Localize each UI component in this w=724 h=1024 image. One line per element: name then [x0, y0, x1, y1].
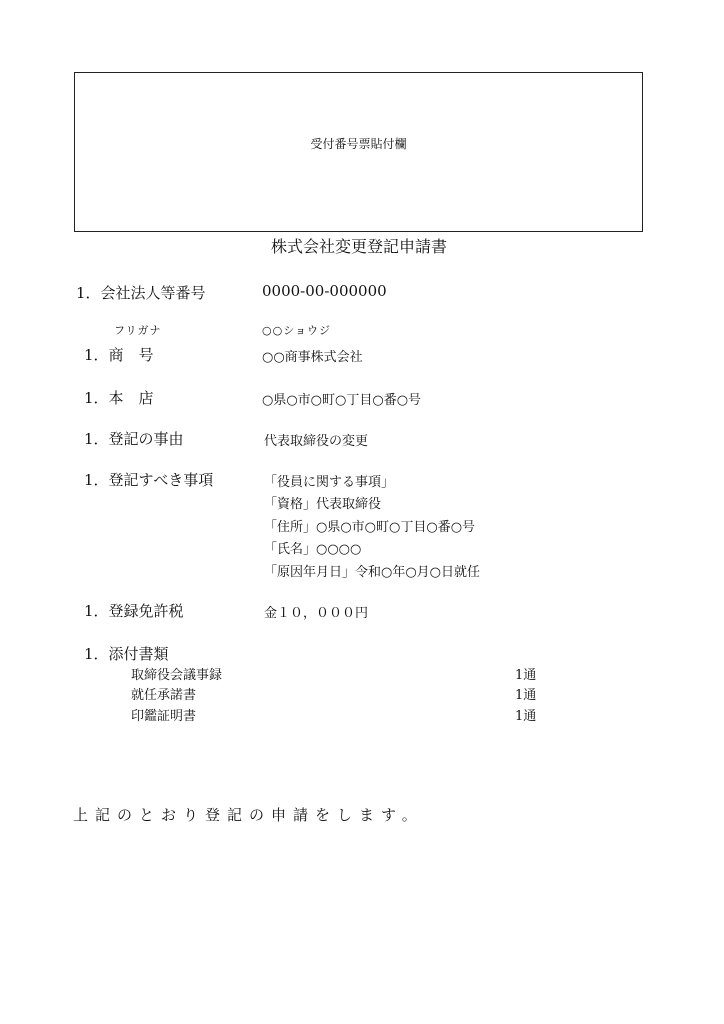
trade-name-label: 1．商 号 — [84, 346, 154, 364]
matters-label: 1．登記すべき事項 — [84, 471, 214, 489]
tax-label: 1．登録免許税 — [84, 602, 184, 620]
matters-line: 「役員に関する事項」 — [264, 475, 395, 490]
attachments-label: 1．添付書類 — [84, 645, 169, 663]
matters-line: 「資格」代表取締役 — [264, 497, 382, 512]
head-office-value: ○県○市○町○丁目○番○号 — [262, 393, 422, 408]
furigana-value: ○○ショウジ — [262, 324, 331, 337]
attachment-name: 取締役会議事録 — [131, 668, 223, 683]
corporate-number-value: 0000-00-000000 — [262, 282, 387, 300]
corporate-number-label: 1．会社法人等番号 — [76, 284, 206, 302]
attachment-name: 就任承諾書 — [131, 688, 197, 703]
attachment-count: 1通 — [515, 668, 537, 683]
attachment-name: 印鑑証明書 — [131, 709, 197, 724]
tax-value: 金１０，０００円 — [264, 606, 369, 621]
matters-line: 「氏名」○○○○ — [264, 542, 362, 557]
attachment-count: 1通 — [515, 688, 537, 703]
receipt-number-box — [74, 72, 643, 232]
receipt-box-label: 受付番号票貼付欄 — [310, 137, 407, 151]
matters-line: 「住所」○県○市○町○丁目○番○号 — [264, 520, 476, 535]
matters-line: 「原因年月日」令和○年○月○日就任 — [264, 565, 481, 580]
document-title: 株式会社変更登記申請書 — [270, 237, 447, 256]
reason-value: 代表取締役の変更 — [264, 434, 369, 449]
attachment-count: 1通 — [515, 709, 537, 724]
reason-label: 1．登記の事由 — [84, 430, 184, 448]
closing-statement: 上記のとおり登記の申請をします。 — [73, 806, 424, 824]
head-office-label: 1．本 店 — [84, 389, 154, 407]
trade-name-value: ○○商事株式会社 — [262, 350, 363, 365]
furigana-label: フリガナ — [114, 324, 162, 337]
